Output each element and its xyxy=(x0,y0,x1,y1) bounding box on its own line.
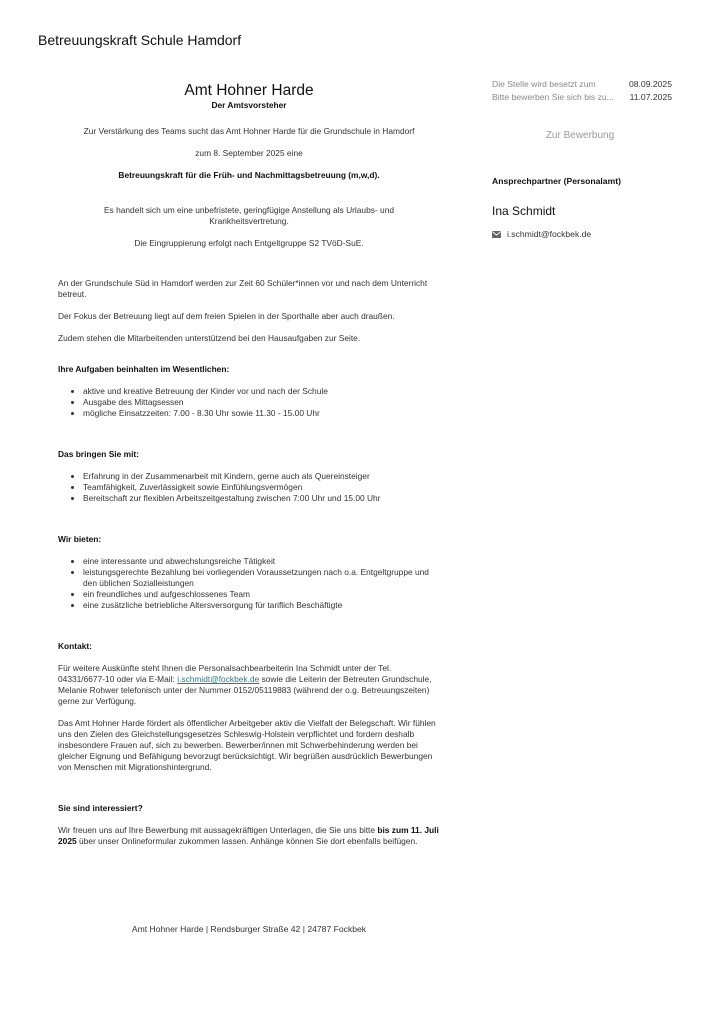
start-date-value: 08.09.2025 xyxy=(628,79,672,89)
page-title: Betreuungskraft Schule Hamdorf xyxy=(38,32,242,48)
intro-text: Zur Verstärkung des Teams sucht das Amt Hohner Harde für die Grundschule in Hamdorf xyxy=(83,126,415,136)
contact-text-end: sowie die Leiterin der Betreuten Grundschule, Melanie Rohwer telefonisch unter der Nummer 0152/05119883 (während der o.g. Betreuungszeiten) gerne zur Verfügung. xyxy=(58,674,432,706)
start-date-label: Die Stelle wird besetzt zum xyxy=(492,79,596,89)
offer-heading: Wir bieten: xyxy=(58,534,102,544)
contact-email[interactable]: i.schmidt@fockbek.de xyxy=(507,229,592,239)
envelope-icon xyxy=(492,231,501,238)
description-paragraph: An der Grundschule Süd in Hamdorf werden zur Zeit 60 Schüler*innen vor und nach dem Unterricht betreut. xyxy=(58,278,428,299)
interested-heading: Sie sind interessiert? xyxy=(58,803,143,813)
list-item: • Teamfähigkeit, Zuverlässigkeit sowie Einfühlungsvermögen xyxy=(83,482,440,493)
list-item: • eine zusätzliche betriebliche Altersversorgung für tariflich Beschäftigte xyxy=(83,600,440,611)
contact-person-name: Ina Schmidt xyxy=(492,204,556,218)
application-deadline: bis zum 11. Juli 2025 xyxy=(58,825,439,846)
position-title: Betreuungskraft für die Früh- und Nachmittagsbetreuung (m,w,d). xyxy=(118,170,380,180)
tasks-heading: Ihre Aufgaben beinhalten im Wesentlichen: xyxy=(58,364,230,374)
contact-email-row[interactable] xyxy=(492,229,672,239)
contact-text-start: Für weitere Auskünfte steht Ihnen die Personalsachbearbeiterin Ina Schmidt unter der Tel. 04331/6677-10 oder via E-Mail: xyxy=(58,663,392,684)
deadline-value: 11.07.2025 xyxy=(629,92,672,102)
list-item: • leistungsgerechte Bezahlung bei vorliegenden Voraussetzungen nach o.a. Entgeltgruppe und den üblichen Sozialleistungen xyxy=(83,567,440,589)
contact-heading: Kontakt: xyxy=(58,641,92,651)
tasks-list xyxy=(58,386,440,419)
deadline-label: Bitte bewerben Sie sich bis zu... xyxy=(492,92,614,102)
contact-email-link[interactable]: i.schmidt@fockbek.de xyxy=(177,674,260,684)
offer-list xyxy=(58,556,440,611)
employment-type: Es handelt sich um eine unbefristete, geringfügige Anstellung als Urlaubs- und Krankheitsvertretung. xyxy=(103,205,395,226)
list-item: • Erfahrung in der Zusammenarbeit mit Kindern, gerne auch als Quereinsteiger xyxy=(83,471,440,482)
application-text xyxy=(58,825,440,847)
requirements-heading: Das bringen Sie mit: xyxy=(58,449,139,459)
start-date-row xyxy=(492,78,672,91)
department-name: Der Amtsvorsteher xyxy=(211,100,287,110)
requirements-list xyxy=(58,471,440,504)
pay-group: Die Eingruppierung erfolgt nach Entgeltgruppe S2 TVöD-SuE. xyxy=(134,238,364,248)
deadline-row xyxy=(492,91,672,104)
list-item: • Ausgabe des Mittagsessen xyxy=(83,397,440,408)
footer-address: Amt Hohner Harde | Rendsburger Straße 42 | 24787 Fockbek xyxy=(131,924,367,934)
organization-name: Amt Hohner Harde xyxy=(184,82,314,99)
contact-person-label: Ansprechpartner (Personalamt) xyxy=(492,176,621,186)
list-item: • aktive und kreative Betreuung der Kinder vor und nach der Schule xyxy=(83,386,440,397)
list-item: • Bereitschaft zur flexiblen Arbeitszeitgestaltung zwischen 7:00 Uhr und 15.00 Uhr xyxy=(83,493,440,504)
application-text-start: Wir freuen uns auf Ihre Bewerbung mit aussagekräftigen Unterlagen, die Sie uns bitte xyxy=(58,825,378,835)
description-paragraph: Zudem stehen die Mitarbeitenden unterstützend bei den Hausaufgaben zur Seite. xyxy=(58,333,361,343)
sidebar xyxy=(492,78,672,239)
list-item: • mögliche Einsatzzeiten: 7.00 - 8.30 Uhr sowie 11.30 - 15.00 Uhr xyxy=(83,408,440,419)
job-posting xyxy=(58,82,440,847)
diversity-statement: Das Amt Hohner Harde fördert als öffentlicher Arbeitgeber aktiv die Vielfalt der Belegschaft. Wir fühlen uns den Zielen des Gleichstellungsgesetzes Schleswig-Holstein verpflichtet und fordern deshalb insbesondere Frauen auf, sich zu bewerben. Bewerber/innen mit Schwerbehinderung werden bei gleicher Eignung und Befähigung bevorzugt berücksichtigt. Wir begrüßen ausdrücklich Bewerbungen von Menschen mit Migrationshintergrund. xyxy=(58,718,436,772)
list-item: • eine interessante und abwechslungsreiche Tätigkeit xyxy=(83,556,440,567)
list-item: • ein freundliches und aufgeschlossenes Team xyxy=(83,589,440,600)
start-date-text: zum 8. September 2025 eine xyxy=(195,148,303,158)
contact-text xyxy=(58,663,440,707)
apply-button[interactable]: Zur Bewerbung xyxy=(545,130,615,141)
application-text-end: über unser Onlineformular zukommen lassen. Anhänge können Sie dort ebenfalls beifügen. xyxy=(76,836,418,846)
description-paragraph: Der Fokus der Betreuung liegt auf dem freien Spielen in der Sporthalle aber auch draußen. xyxy=(58,311,395,321)
